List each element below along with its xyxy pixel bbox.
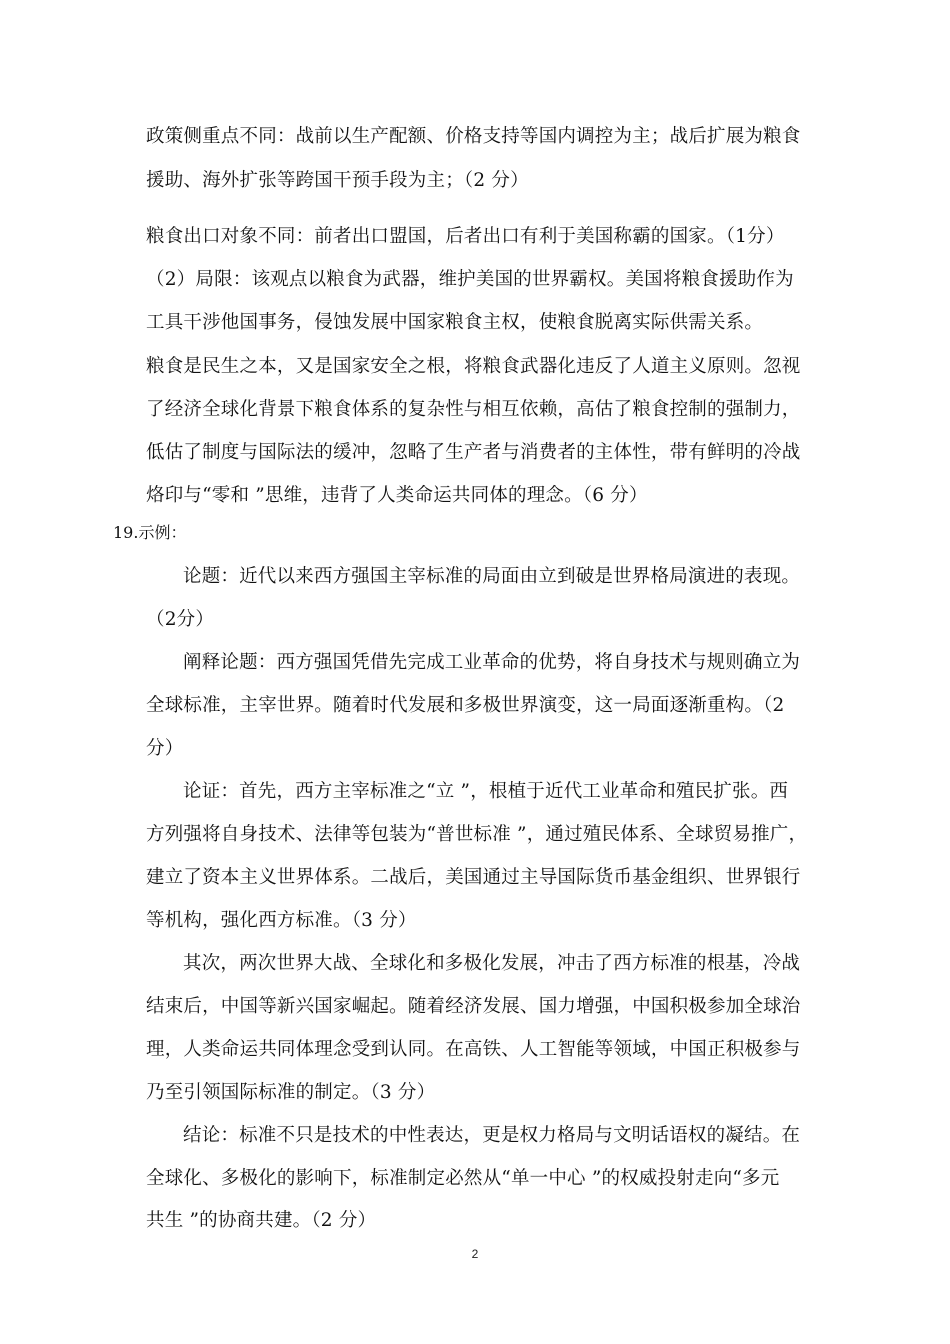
text-line: 全球标准，主宰世界。随着时代发展和多极世界演变，这一局面逐渐重构。（2	[146, 695, 785, 716]
text-line: 低估了制度与国际法的缓冲，忽略了生产者与消费者的主体性，带有鲜明的冷战	[146, 442, 801, 463]
text-line: 分）	[146, 738, 184, 759]
text-line: 建立了资本主义世界体系。二战后，美国通过主导国际货币基金组织、世界银行	[146, 867, 801, 888]
text-line: 了经济全球化背景下粮食体系的复杂性与相互依赖，高估了粮食控制的强制力，	[146, 399, 801, 420]
text-line: 政策侧重点不同：战前以生产配额、价格支持等国内调控为主；战后扩展为粮食	[146, 126, 801, 147]
text-line: 论证：首先，西方主宰标准之“立 ”，根植于近代工业革命和殖民扩张。西	[183, 781, 789, 802]
text-line: 其次，两次世界大战、全球化和多极化发展，冲击了西方标准的根基，冷战	[183, 953, 801, 974]
text-line: 等机构，强化西方标准。（3 分）	[146, 910, 417, 931]
text-line: 论题：近代以来西方强国主宰标准的局面由立到破是世界格局演进的表现。	[183, 566, 801, 587]
text-line: 全球化、多极化的影响下，标准制定必然从“单一中心 ”的权威投射走向“多元	[146, 1168, 780, 1189]
text-line: 乃至引领国际标准的制定。（3 分）	[146, 1082, 436, 1103]
question-number: 19.示例：	[113, 523, 187, 542]
text-line: 共生 ”的协商共建。（2 分）	[146, 1210, 377, 1231]
text-line: 工具干涉他国事务，侵蚀发展中国家粮食主权，使粮食脱离实际供需关系。	[146, 312, 764, 333]
text-line: 结束后，中国等新兴国家崛起。随着经济发展、国力增强，中国积极参加全球治	[146, 996, 801, 1017]
text-line: 理，人类命运共同体理念受到认同。在高铁、人工智能等领域，中国正积极参与	[146, 1039, 801, 1060]
page-number: 2	[471, 1247, 479, 1261]
text-line: （2分）	[146, 609, 215, 630]
text-line: 援助、海外扩张等跨国干预手段为主；（2 分）	[146, 170, 529, 191]
text-line: 粮食是民生之本，又是国家安全之根，将粮食武器化违反了人道主义原则。忽视	[146, 356, 801, 377]
text-line: 粮食出口对象不同：前者出口盟国，后者出口有利于美国称霸的国家。（1分）	[146, 226, 785, 247]
text-line: （2）局限：该观点以粮食为武器，维护美国的世界霸权。美国将粮食援助作为	[146, 269, 794, 290]
text-line: 方列强将自身技术、法律等包装为“普世标准 ”，通过殖民体系、全球贸易推广，	[146, 824, 808, 845]
text-line: 阐释论题：西方强国凭借先完成工业革命的优势，将自身技术与规则确立为	[183, 652, 801, 673]
text-line: 结论：标准不只是技术的中性表达，更是权力格局与文明话语权的凝结。在	[183, 1125, 801, 1146]
text-line: 烙印与“零和 ”思维，违背了人类命运共同体的理念。（6 分）	[146, 485, 648, 506]
